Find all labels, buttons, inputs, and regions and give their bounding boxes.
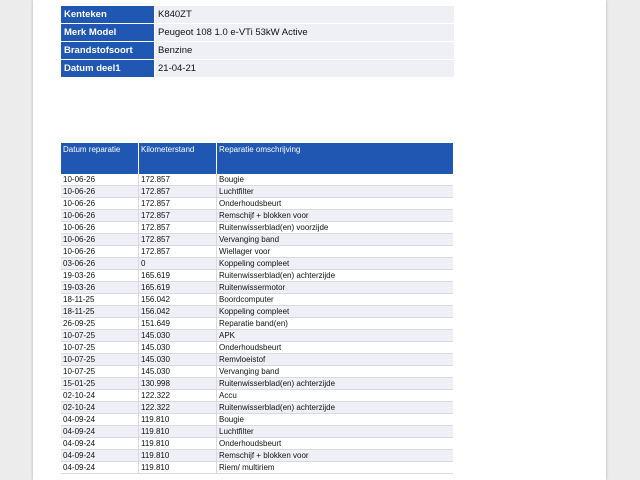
repairs-header-row [61, 143, 453, 174]
table-row [61, 234, 453, 246]
vehicle-info-value: K840ZT [155, 6, 455, 24]
repair-date-cell: 10-06-26 [61, 174, 139, 186]
table-row [61, 426, 453, 438]
repair-description-cell: Reparatie band(en) [217, 318, 454, 330]
repair-mileage-cell: 172.857 [139, 198, 217, 210]
table-row [61, 198, 453, 210]
table-row [61, 210, 453, 222]
repair-description-cell: Ruitenwisserblad(en) achterzijde [217, 270, 454, 282]
repair-date-cell: 10-06-26 [61, 234, 139, 246]
table-row [61, 270, 453, 282]
repair-date-cell: 19-03-26 [61, 270, 139, 282]
table-row [61, 342, 453, 354]
repair-mileage-cell: 145.030 [139, 366, 217, 378]
repair-description-cell: Ruitenwissermotor [217, 282, 454, 294]
repair-description-cell: Boordcomputer [217, 294, 454, 306]
col-header-mileage: Kilometerstand [139, 143, 217, 174]
repair-mileage-cell: 119.810 [139, 462, 217, 474]
repair-date-cell: 18-11-25 [61, 294, 139, 306]
table-row [61, 462, 453, 474]
repair-mileage-cell: 172.857 [139, 234, 217, 246]
repair-mileage-cell: 119.810 [139, 414, 217, 426]
repair-description-cell: Koppeling compleet [217, 306, 454, 318]
repair-mileage-cell: 122.322 [139, 402, 217, 414]
repair-mileage-cell: 145.030 [139, 330, 217, 342]
vehicle-info-label: Brandstofsoort [61, 42, 155, 60]
repair-mileage-cell: 119.810 [139, 426, 217, 438]
repair-mileage-cell: 122.322 [139, 390, 217, 402]
repair-description-cell: Luchtfilter [217, 426, 454, 438]
repair-mileage-cell: 119.810 [139, 438, 217, 450]
repair-mileage-cell: 156.042 [139, 306, 217, 318]
table-row [61, 390, 453, 402]
repair-mileage-cell: 156.042 [139, 294, 217, 306]
repair-date-cell: 04-09-24 [61, 414, 139, 426]
repair-date-cell: 02-10-24 [61, 390, 139, 402]
repair-description-cell: Luchtfilter [217, 186, 454, 198]
table-row [61, 366, 453, 378]
table-row [61, 222, 453, 234]
repair-mileage-cell: 151.649 [139, 318, 217, 330]
repair-date-cell: 04-09-24 [61, 462, 139, 474]
repair-date-cell: 10-07-25 [61, 366, 139, 378]
repair-date-cell: 10-06-26 [61, 198, 139, 210]
repair-description-cell: Onderhoudsbeurt [217, 342, 454, 354]
repair-description-cell: Vervanging band [217, 366, 454, 378]
repair-date-cell: 10-07-25 [61, 354, 139, 366]
table-row [61, 378, 453, 390]
col-header-description: Reparatie omschrijving [217, 143, 454, 174]
vehicle-info-row [61, 24, 454, 42]
table-row [61, 402, 453, 414]
repair-date-cell: 26-09-25 [61, 318, 139, 330]
repair-date-cell: 10-06-26 [61, 210, 139, 222]
repair-mileage-cell: 165.619 [139, 282, 217, 294]
repair-description-cell: Koppeling compleet [217, 258, 454, 270]
repair-mileage-cell: 172.857 [139, 222, 217, 234]
table-row [61, 354, 453, 366]
table-row [61, 282, 453, 294]
repair-description-cell: Remvloeistof [217, 354, 454, 366]
vehicle-info-row [61, 6, 454, 24]
table-row [61, 414, 453, 426]
repair-date-cell: 10-06-26 [61, 186, 139, 198]
repair-description-cell: Remschijf + blokken voor [217, 450, 454, 462]
table-row [61, 294, 453, 306]
repair-date-cell: 15-01-25 [61, 378, 139, 390]
table-row [61, 438, 453, 450]
table-row [61, 306, 453, 318]
table-row [61, 258, 453, 270]
repair-mileage-cell: 119.810 [139, 450, 217, 462]
table-row [61, 246, 453, 258]
table-row [61, 174, 453, 186]
repair-date-cell: 04-09-24 [61, 438, 139, 450]
repairs-table [61, 143, 453, 474]
repair-description-cell: Ruitenwisserblad(en) achterzijde [217, 378, 454, 390]
repair-mileage-cell: 172.857 [139, 186, 217, 198]
vehicle-info-value: Peugeot 108 1.0 e-VTi 53kW Active [155, 24, 455, 42]
repair-date-cell: 19-03-26 [61, 282, 139, 294]
repair-mileage-cell: 145.030 [139, 342, 217, 354]
vehicle-info-row [61, 42, 454, 60]
repair-description-cell: Bougie [217, 414, 454, 426]
vehicle-info-label: Merk Model [61, 24, 155, 42]
repair-date-cell: 18-11-25 [61, 306, 139, 318]
repair-mileage-cell: 172.857 [139, 174, 217, 186]
repair-description-cell: Ruitenwisserblad(en) voorzijde [217, 222, 454, 234]
repair-description-cell: Remschijf + blokken voor [217, 210, 454, 222]
repair-mileage-cell: 172.857 [139, 210, 217, 222]
repair-description-cell: Accu [217, 390, 454, 402]
repair-date-cell: 10-07-25 [61, 342, 139, 354]
repair-description-cell: Ruitenwisserblad(en) achterzijde [217, 402, 454, 414]
table-row [61, 330, 453, 342]
document-page [33, 0, 606, 480]
vehicle-info-label: Datum deel1 [61, 60, 155, 78]
vehicle-info-value: 21-04-21 [155, 60, 455, 78]
vehicle-info-value: Benzine [155, 42, 455, 60]
repair-description-cell: Riem/ multiriem [217, 462, 454, 474]
repair-date-cell: 03-06-26 [61, 258, 139, 270]
vehicle-info-row [61, 60, 454, 78]
repair-mileage-cell: 145.030 [139, 354, 217, 366]
table-row [61, 450, 453, 462]
table-row [61, 318, 453, 330]
vehicle-info-label: Kenteken [61, 6, 155, 24]
repair-date-cell: 04-09-24 [61, 450, 139, 462]
repair-date-cell: 10-07-25 [61, 330, 139, 342]
repair-description-cell: APK [217, 330, 454, 342]
repair-description-cell: Wiellager voor [217, 246, 454, 258]
repair-date-cell: 04-09-24 [61, 426, 139, 438]
table-row [61, 186, 453, 198]
repair-mileage-cell: 165.619 [139, 270, 217, 282]
repair-date-cell: 02-10-24 [61, 402, 139, 414]
repair-description-cell: Onderhoudsbeurt [217, 198, 454, 210]
repair-mileage-cell: 0 [139, 258, 217, 270]
repair-date-cell: 10-06-26 [61, 222, 139, 234]
repair-mileage-cell: 172.857 [139, 246, 217, 258]
repair-mileage-cell: 130.998 [139, 378, 217, 390]
repair-description-cell: Vervanging band [217, 234, 454, 246]
repair-date-cell: 10-06-26 [61, 246, 139, 258]
vehicle-info-table [61, 6, 454, 78]
repair-description-cell: Bougie [217, 174, 454, 186]
col-header-date: Datum reparatie [61, 143, 139, 174]
repair-description-cell: Onderhoudsbeurt [217, 438, 454, 450]
